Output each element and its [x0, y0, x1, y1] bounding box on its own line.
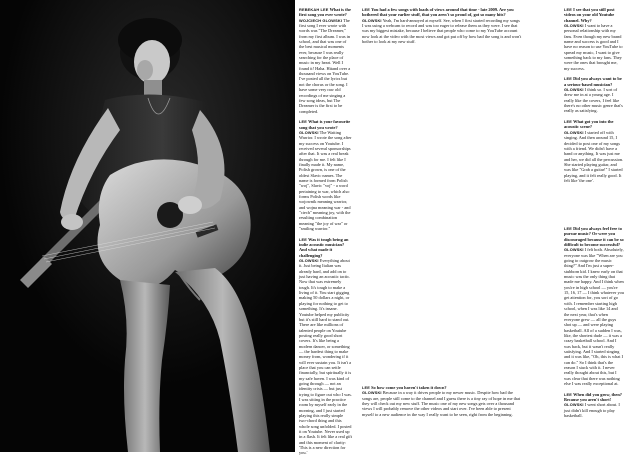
speaker-label: GLOWSKI: [299, 129, 319, 135]
speaker-label: GLOWSKI: [564, 23, 584, 29]
question-text: Did you always want to be a serious-based musician?: [564, 76, 622, 87]
answer-text: Because in a way it drives people to my newer music. Despite how bad the songs are, people still come to the channel and I guess there is a tiny ray of hope in me that they will check out my new stuff. The music one of my new songs gets over a thousand views I will probably remove the other videos and start over. I've been able to present myself to a new audience in the way I really want to be seen, right from the beginning.: [362, 390, 521, 417]
speaker-label: LEE: [299, 119, 308, 125]
speaker-label: LEE: [564, 76, 573, 82]
question-7: [564, 76, 624, 113]
answer-text: I went short about. I just didn't kill enough to play basketball.: [564, 402, 620, 418]
speaker-label: LEE: [362, 385, 371, 390]
interview-column-2-bottom: [362, 385, 522, 449]
speaker-label: LEE: [362, 7, 371, 12]
speaker-label: GLOWSKI: [564, 87, 584, 93]
speaker-label: GLOWSKI: [564, 129, 584, 135]
speaker-label: REBEKAH LEE: [299, 7, 329, 12]
speaker-label: LEE: [564, 7, 573, 12]
speaker-label: LEE: [564, 226, 573, 231]
question-text: What is your favourite song that you wrote?: [299, 119, 351, 130]
question-5: [362, 385, 522, 417]
interview-column-3-bottom: [564, 226, 624, 449]
speaker-label: LEE: [564, 391, 573, 397]
question-1: [299, 7, 352, 114]
speaker-label: LEE: [564, 119, 573, 125]
question-text: What is the first song you ever wrote?: [299, 7, 351, 18]
question-6: [564, 7, 624, 71]
speaker-label: GLOWSKI: [362, 390, 382, 396]
question-4: [362, 7, 522, 44]
question-text: You had a few songs with loads of views around that time - late 2009. Are you bothered that your earlier stuff, that you aren't so proud of, got so many hits?: [362, 7, 514, 18]
answer-text: The Waiting Warrior. I wrote the song after my success on Youtube. I received several sponsorships after that. It was a real break through for me. I felt like I finally made it. My name, Polish grown, is one of the oldest Slavic names. The name is formed from Polish "woj", Slavic "voj" - a word pertaining to war, which also forms Polish words like wojownik meaning warrior, and wojna meaning war - and "ciech" meaning joy, with the resulting combination meaning "the joy of war" or "smiling warrior.": [299, 129, 352, 232]
question-10: [564, 392, 624, 419]
question-text: What got you into the acoustic scene?: [564, 119, 614, 130]
speaker-label: LEE: [299, 236, 308, 242]
question-8: [564, 119, 624, 183]
question-text: So how come you haven't taken it down?: [371, 385, 447, 390]
question-3: [299, 237, 352, 456]
guitarist-photo: [0, 0, 295, 452]
speaker-label: WOJCIECH GLOWSKI: [299, 17, 343, 23]
answer-text: Everything about it. Just being Italian was already hard, and add on to just having an acoustic tactic. Now that was extremely tough. It's tough to make a living of it. You start gigging making 50 dollars a night, or playing for nothing to get to something. It's insane. Youtube helped my publicity but it's still hard to stand out. There are like millions of talented people on Youtube posting really good short covers. It's like being a modern dancer, or something — the hardest thing to make money from, wondering if it will ever sustain you. It isn't a place that you can settle financially, but spiritually it is my safe haven. I was kind of going through — not an identity crisis — but just trying to figure out who I was. I was sitting in the practice room by myself early in the morning, and I just started playing this really simple two-chord thing and this whole song unfolded. I posted it on Youtube. Never used up in a flash. It felt like a real gift and this moment of clarity: 'This is a new direction for you.': [299, 258, 352, 456]
answer-text: I think so. I sort of drew me in at a young age. I really like the covers, I feel like there's no other music genre that's really as satisfying.: [564, 87, 623, 114]
question-text: I see that you still post videos on your old Youtube channel. Why?: [564, 7, 615, 23]
answer-text: Yeah, I'm hard-annoyed at myself. See, when I first started recording my songs I was using a webcam to record and was too eager to release them as they were. I see that was my biggest mistake, because I believe that people who come to my YouTube account now look at the video with the most views and got put off by how bad the song is and won't bother to look at my new stuff.: [362, 17, 522, 45]
question-text: Did you always feel free to pursue music? Or were you discouraged because it can be so difficult to become successful?: [564, 226, 624, 248]
speaker-label: GLOWSKI: [564, 247, 584, 253]
speaker-label: GLOWSKI: [564, 402, 584, 408]
speaker-label: GLOWSKI: [299, 258, 319, 264]
question-2: [299, 119, 352, 231]
answer-text: I felt both. Absolutely, everyone was like "When are you going to outgrow the music thing?" And I'm just a super-stubborn kid. I knew early on that music was the only thing that made me happy. And I think when you're in high school — you're 15, 16, 17 — I think whatever you get attention for, you sort of go with. I remember starting high school, when I was like 14 and the next year, that's when everyone grew — all the guys shot up — and were playing basketball. All of a sudden I was, like, the shortest dude — it was a crazy basketball school. And I was back, but it wasn't really satisfying. And I started singing and it was like, "Oh, this is what I can do." So I think that's the reason I stuck with it. I never really thought about this, but I was clear that there was nothing else I was really exceptional at.: [564, 247, 624, 386]
answer-text: I started off with singing. And then around 15, I decided to post one of my songs with a friend. We didn't have a band or anything. It was just me and her, we did all the percussion. She started playing guitar, and was like "Grab a guitar!" I started playing, and it felt really good. It felt like 'the one'.: [564, 129, 624, 183]
speaker-label: GLOWSKI: [362, 17, 382, 23]
question-9: [564, 226, 624, 386]
question-text: Was it tough being an indie acoustic musician? And what made it challenging?: [299, 236, 349, 258]
interview-column-2-top: [362, 7, 522, 77]
answer-text: I want to have a personal relationship with my fans. Even though my new brand name and success is good and I have no reason to use YouTube to spread my music, I want to give something back to my fans. They were the ones that brought me, my success.: [564, 23, 623, 71]
interview-column-3-top: [564, 7, 624, 207]
answer-text: The first song I ever wrote with words was "The Dreamer," from my first album. I was in school, and that was one of the best musical moments ever, because I was really searching for the place of music in my heart. Well I found it! Haha. Hitand over a thousand views on YouTube. I've posted all the lyrics but not the chorus or the song. I have some very raw old recordings of me singing a few song ideas, but The Dreamer is the first to be completed.: [299, 17, 351, 114]
question-text: When did you grow, then? Because you aren't short!: [564, 391, 622, 402]
interview-column-1: [299, 7, 352, 456]
